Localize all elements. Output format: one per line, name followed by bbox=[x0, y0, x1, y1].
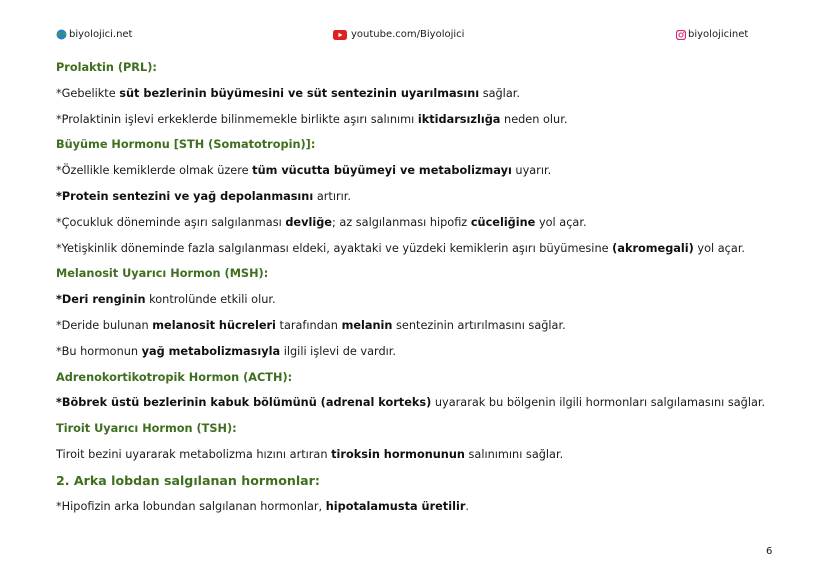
heading-acth: Adrenokortikotropik Hormon (ACTH): bbox=[56, 370, 293, 384]
heading-tsh: Tiroit Uyarıcı Hormon (TSH): bbox=[56, 422, 237, 436]
heading-msh: Melanosit Uyarıcı Hormon (MSH): bbox=[56, 267, 269, 281]
paragraph-acth-1: *Böbrek üstü bezlerinin kabuk bölümünü (adrenal korteks) uyararak bu bölgenin ilgili hormonları salgılamasını sağlar. bbox=[56, 396, 766, 410]
heading-arka-lob: 2. Arka lobdan salgılanan hormonlar: bbox=[56, 472, 320, 488]
paragraph-msh-2: *Deride bulunan melanosit hücreleri tarafından melanin sentezinin artırılmasını sağlar. bbox=[56, 318, 566, 332]
document-body bbox=[56, 55, 796, 519]
header-website-text: biyolojici.net bbox=[69, 29, 133, 40]
page-header bbox=[56, 29, 749, 45]
paragraph-sth-3: *Çocukluk döneminde aşırı salgılanması devliğe; az salgılanması hipofiz cüceliğine yol açar. bbox=[56, 215, 587, 229]
header-website[interactable] bbox=[56, 29, 132, 40]
page-number: 6 bbox=[766, 546, 773, 557]
paragraph-arka-1: *Hipofizin arka lobundan salgılanan hormonlar, hipotalamusta üretilir. bbox=[56, 499, 469, 513]
youtube-icon bbox=[333, 30, 347, 40]
paragraph-prl-2: *Prolaktinin işlevi erkeklerde bilinmemekle birlikte aşırı salınımı iktidarsızlığa neden olur. bbox=[56, 112, 568, 126]
instagram-icon bbox=[676, 30, 686, 40]
header-youtube[interactable] bbox=[333, 29, 464, 40]
header-instagram[interactable] bbox=[676, 29, 748, 40]
heading-prolaktin: Prolaktin (PRL): bbox=[56, 61, 157, 74]
paragraph-tsh-1: Tiroit bezini uyararak metabolizma hızını artıran tiroksin hormonunun salınımını sağlar. bbox=[56, 447, 564, 461]
paragraph-sth-1: *Özellikle kemiklerde olmak üzere tüm vücutta büyümeyi ve metabolizmayı uyarır. bbox=[56, 164, 552, 178]
paragraph-sth-4: *Yetişkinlik döneminde fazla salgılanması eldeki, ayaktaki ve yüzdeki kemiklerin aşırı büyümesine (akromegali) yol açar. bbox=[56, 241, 746, 255]
paragraph-prl-1: *Gebelikte süt bezlerinin büyümesini ve süt sentezinin uyarılmasını sağlar. bbox=[56, 86, 520, 100]
paragraph-msh-1: *Deri renginin kontrolünde etkili olur. bbox=[56, 293, 276, 307]
heading-buyume-hormonu: Büyüme Hormonu [STH (Somatotropin)]: bbox=[56, 138, 316, 152]
header-youtube-text: youtube.com/Biyolojici bbox=[351, 29, 465, 40]
paragraph-sth-2: *Protein sentezini ve yağ depolanmasını artırır. bbox=[56, 189, 351, 203]
globe-icon bbox=[56, 29, 67, 40]
paragraph-msh-3: *Bu hormonun yağ metabolizmasıyla ilgili işlevi de vardır. bbox=[56, 344, 396, 358]
header-instagram-text: biyolojicinet bbox=[688, 29, 749, 40]
